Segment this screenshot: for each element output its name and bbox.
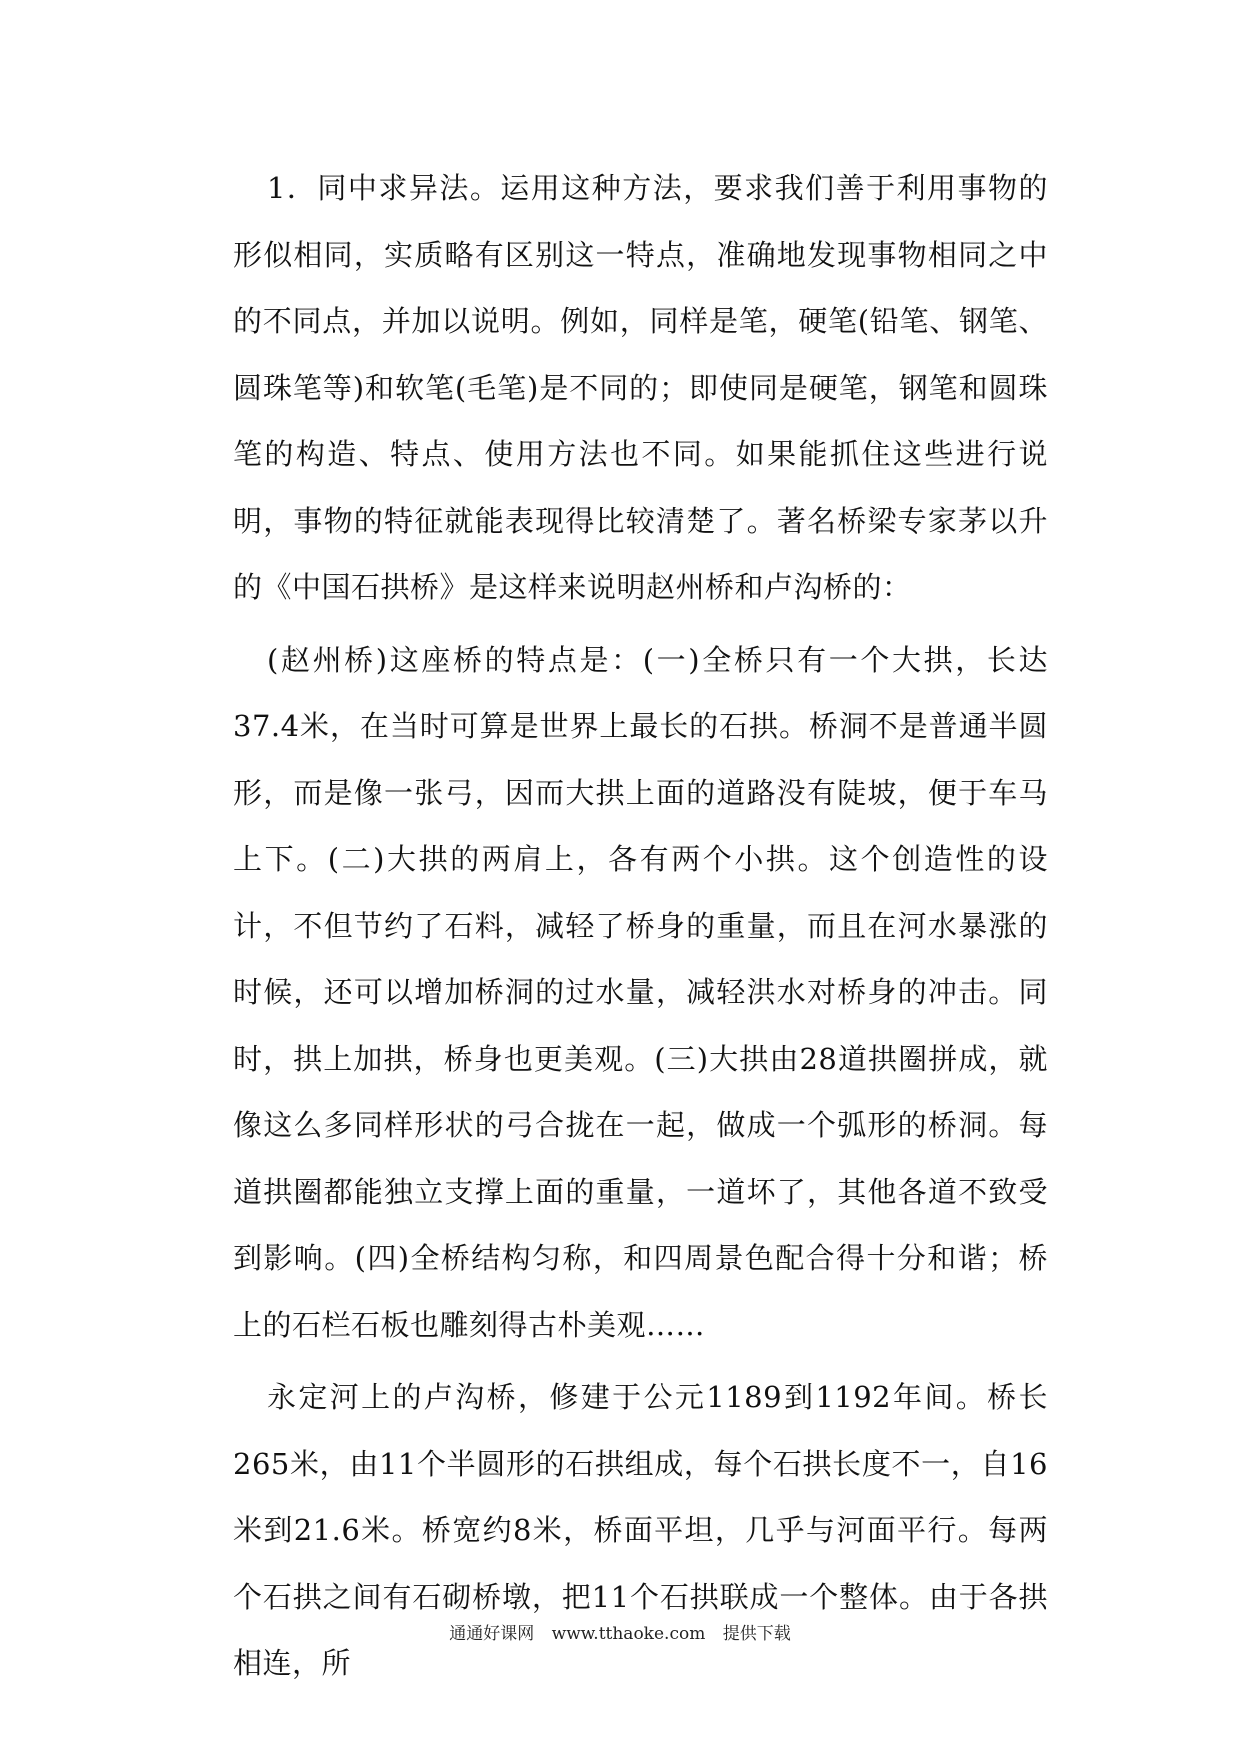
paragraph-method-intro: 1．同中求异法。运用这种方法，要求我们善于利用事物的形似相同，实质略有区别这一特点，准确地发现事物相同之中的不同点，并加以说明。例如，同样是笔，硬笔(铅笔、钢笔、圆珠笔等)和软笔(毛笔)是不同的；即使同是硬笔，钢笔和圆珠笔的构造、特点、使用方法也不同。如果能抓住这些进行说明，事物的特征就能表现得比较清楚了。著名桥梁专家茅以升的《中国石拱桥》是这样来说明赵州桥和卢沟桥的：	[233, 171, 1048, 604]
page-footer	[0, 1619, 1240, 1644]
footer-site-name: 通通好课网	[449, 1624, 535, 1644]
document-body	[233, 155, 1048, 1697]
footer-url: www.tthaoke.com	[551, 1624, 706, 1644]
footer-download-label: 提供下载	[722, 1624, 791, 1644]
paragraph-lugou-bridge: 永定河上的卢沟桥，修建于公元1189到1192年间。桥长265米，由11个半圆形的石拱组成，每个石拱长度不一，自16米到21.6米。桥宽约8米，桥面平坦，几乎与河面平行。每两个石拱之间有石砌桥墩，把11个石拱联成一个整体。由于各拱相连，所	[233, 1380, 1048, 1680]
paragraph-zhaozhou-bridge: (赵州桥)这座桥的特点是：(一)全桥只有一个大拱，长达37.4米，在当时可算是世界上最长的石拱。桥洞不是普通半圆形，而是像一张弓，因而大拱上面的道路没有陡坡，便于车马上下。(二)大拱的两肩上，各有两个小拱。这个创造性的设计，不但节约了石料，减轻了桥身的重量，而且在河水暴涨的时候，还可以增加桥洞的过水量，减轻洪水对桥身的冲击。同时，拱上加拱，桥身也更美观。(三)大拱由28道拱圈拼成，就像这么多同样形状的弓合拢在一起，做成一个弧形的桥洞。每道拱圈都能独立支撑上面的重量，一道坏了，其他各道不致受到影响。(四)全桥结构匀称，和四周景色配合得十分和谐；桥上的石栏石板也雕刻得古朴美观……	[233, 642, 1048, 1342]
